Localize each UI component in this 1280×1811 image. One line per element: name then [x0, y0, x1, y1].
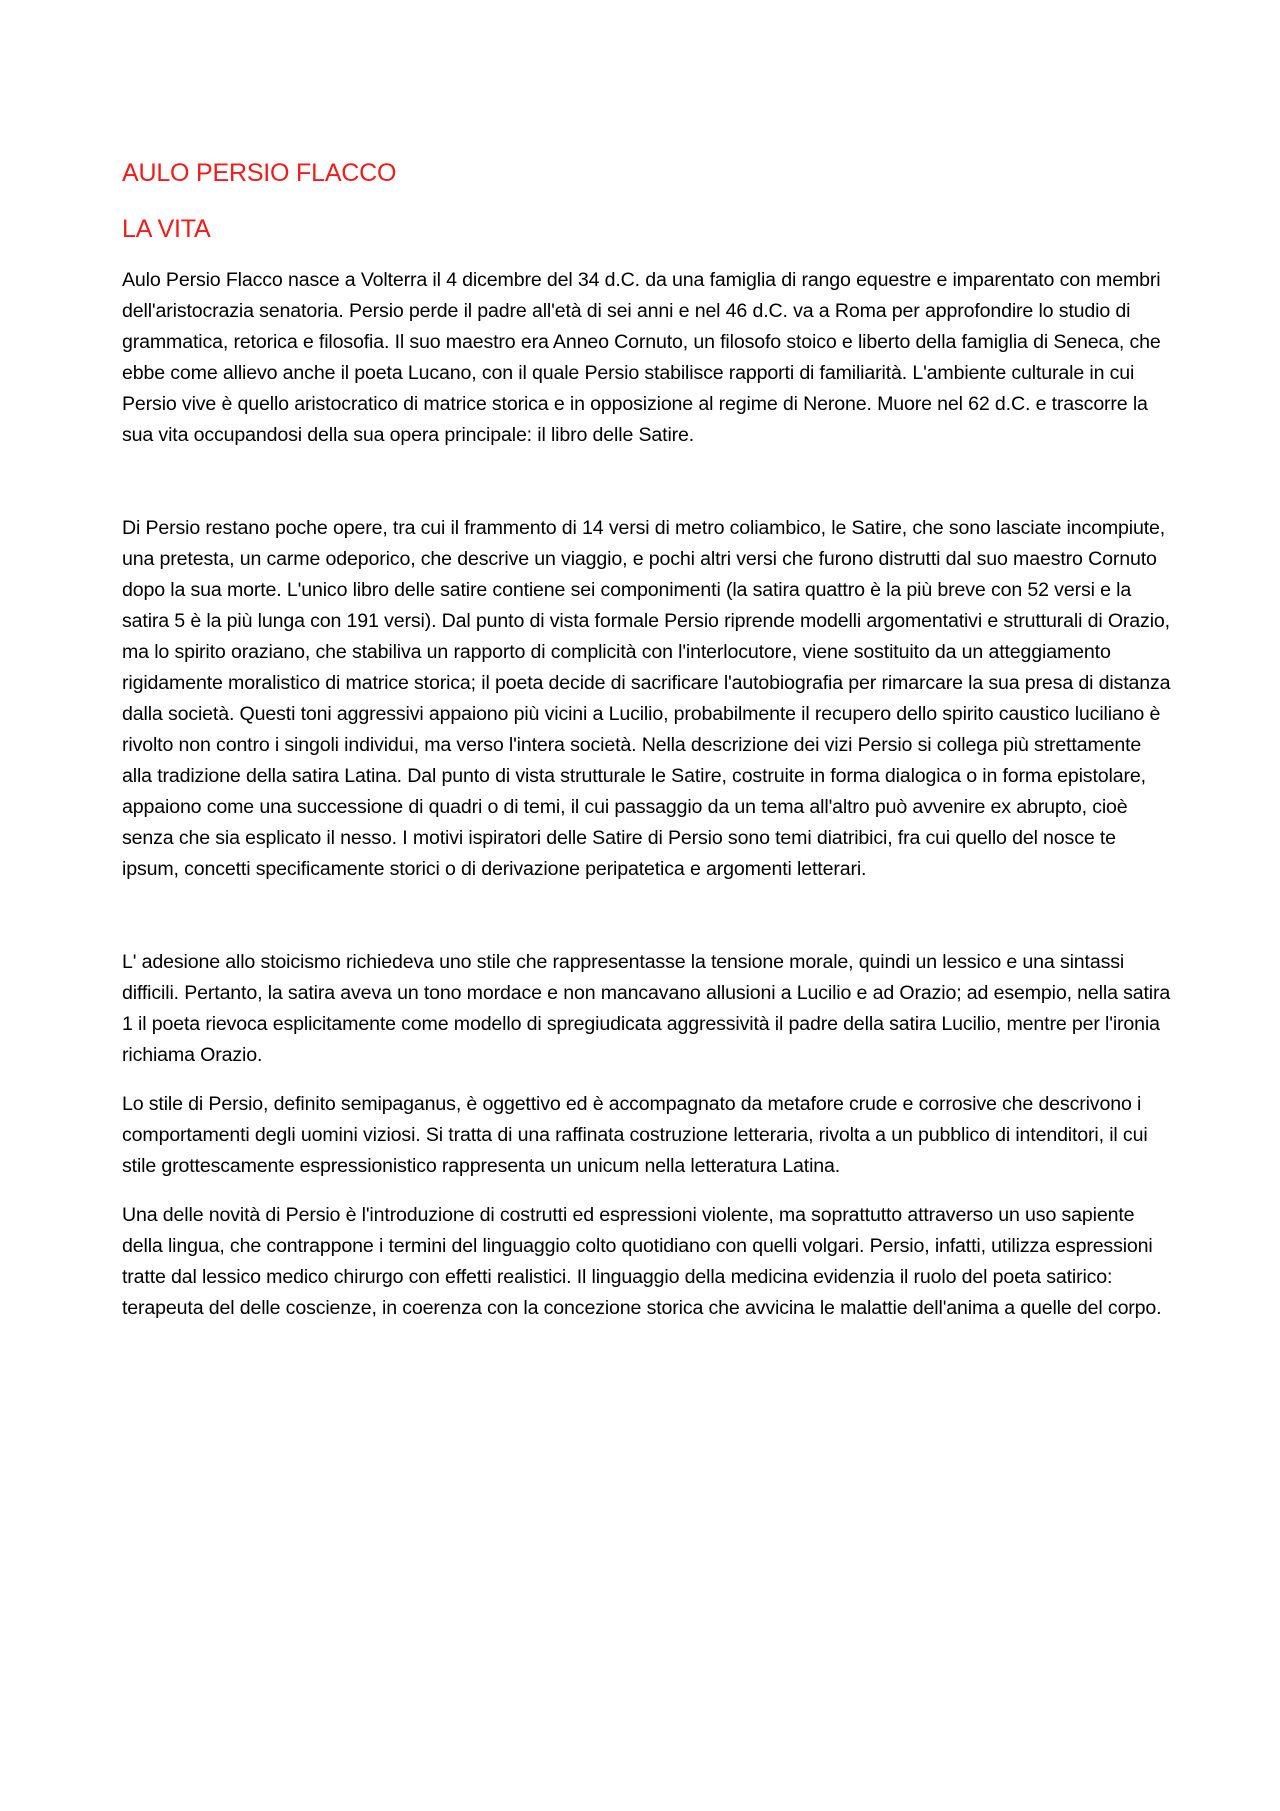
paragraph-works: Di Persio restano poche opere, tra cui il frammento di 14 versi di metro coliambico, le Satire, che sono lasciate incompiute, una pretesta, un carme odeporico, che descrive un viaggio, e pochi altri versi che furono distrutti dal suo maestro Cornuto dopo la sua morte. L'unico libro delle satire contiene sei componimenti (la satira quattro è la più breve con 52 versi e la satira 5 è la più lunga con 191 versi). Dal punto di vista formale Persio riprende modelli argomentativi e strutturali di Orazio, ma lo spirito oraziano, che stabiliva un rapporto di complicità con l'interlocutore, viene sostituito da un atteggiamento rigidamente moralistico di matrice storica; il poeta decide di sacrificare l'autobiografia per rimarcare la sua presa di distanza dalla società. Questi toni aggressivi appaiono più vicini a Lucilio, probabilmente il recupero dello spirito caustico luciliano è rivolto non contro i singoli individui, ma verso l'intera società. Nella descrizione dei vizi Persio si collega più strettamente alla tradizione della satira Latina. Dal punto di vista strutturale le Satire, costruite in forma dialogica o in forma epistolare, appaiono come una successione di quadri o di temi, il cui passaggio da un tema all'altro può avvenire ex abrupto, cioè senza che sia esplicato il nesso. I motivi ispiratori delle Satire di Persio sono temi diatribici, fra cui quello del nosce te ipsum, concetti specificamente storici o di derivazione peripatetica e argomenti letterari. — [122, 517, 1171, 880]
document-page — [122, 156, 1172, 1342]
paragraph-stoicism: L' adesione allo stoicismo richiedeva uno stile che rappresentasse la tensione morale, quindi un lessico e una sintassi difficili. Pertanto, la satira aveva un tono mordace e non mancavano allusioni a Lucilio e ad Orazio; ad esempio, nella satira 1 il poeta rievoca esplicitamente come modello di spregiudicata aggressività il padre della satira Lucilio, mentre per l'ironia richiama Orazio. — [122, 951, 1171, 1066]
document-title: AULO PERSIO FLACCO — [122, 159, 397, 187]
paragraph-biography: Aulo Persio Flacco nasce a Volterra il 4 dicembre del 34 d.C. da una famiglia di rango equestre e imparentato con membri dell'aristocrazia senatoria. Persio perde il padre all'età di sei anni e nel 46 d.C. va a Roma per approfondire lo studio di grammatica, retorica e filosofia. Il suo maestro era Anneo Cornuto, un filosofo stoico e liberto della famiglia di Seneca, che ebbe come allievo anche il poeta Lucano, con il quale Persio stabilisce rapporti di familiarità. L'ambiente culturale in cui Persio vive è quello aristocratico di matrice storica e in opposizione al regime di Nerone. Muore nel 62 d.C. e trascorre la sua vita occupandosi della sua opera principale: il libro delle Satire. — [122, 269, 1161, 446]
paragraph-novelty: Una delle novità di Persio è l'introduzione di costrutti ed espressioni violente, ma soprattutto attraverso un uso sapiente della lingua, che contrappone i termini del linguaggio colto quotidiano con quelli volgari. Persio, infatti, utilizza espressioni tratte dal lessico medico chirurgo con effetti realistici. Il linguaggio della medicina evidenzia il ruolo del poeta satirico: terapeuta del delle coscienze, in coerenza con la concezione storica che avvicina le malattie dell'anima a quelle del corpo. — [122, 1204, 1162, 1319]
paragraph-style: Lo stile di Persio, definito semipaganus, è oggettivo ed è accompagnato da metafore crude e corrosive che descrivono i comportamenti degli uomini viziosi. Si tratta di una raffinata costruzione letteraria, rivolta a un pubblico di intenditori, il cui stile grottescamente espressionistico rappresenta un unicum nella letteratura Latina. — [122, 1093, 1148, 1177]
blank-line — [122, 469, 1172, 513]
section-title-la-vita: LA VITA — [122, 215, 211, 243]
blank-line — [122, 903, 1172, 947]
